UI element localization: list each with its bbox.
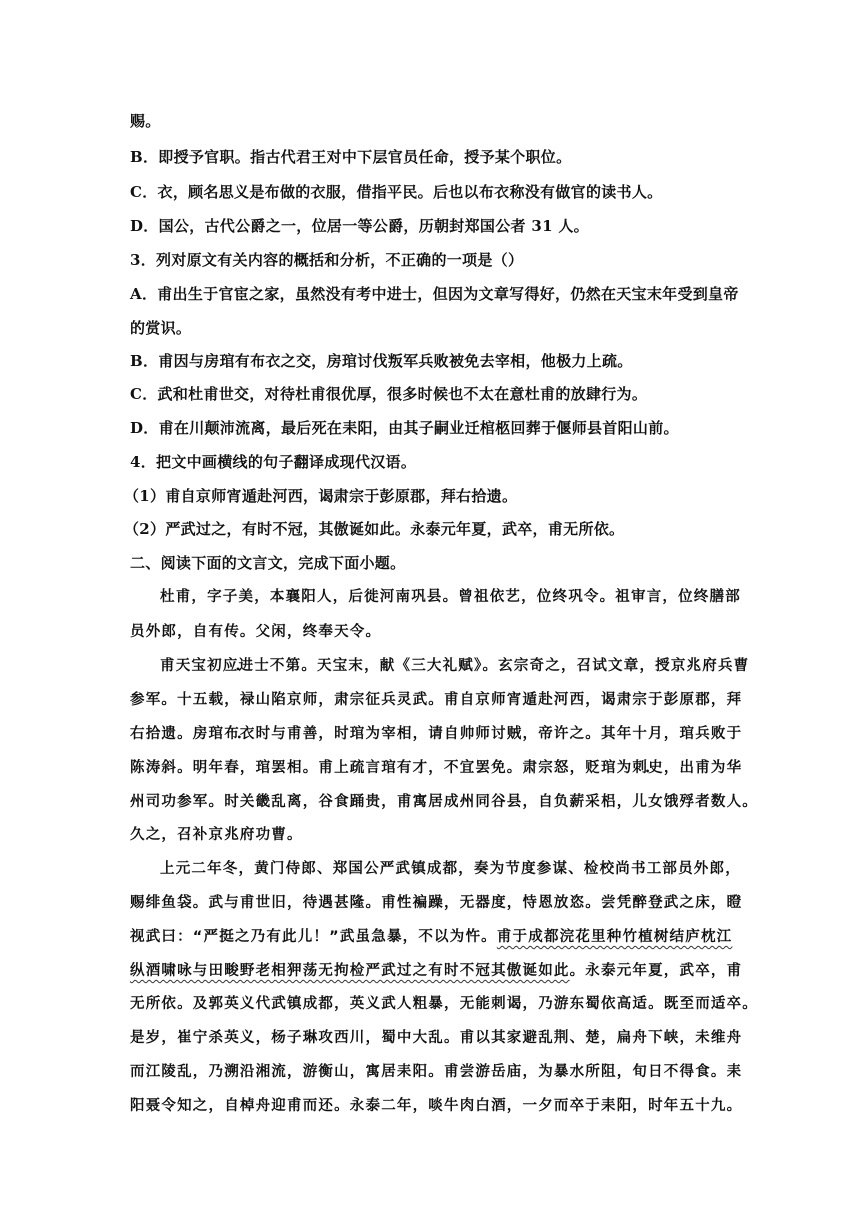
question-4: 4．把文中画横线的句子翻译成现代汉语。 bbox=[130, 453, 417, 471]
q3-option-a-line1: A．甫出生于官宦之家，虽然没有考中进士，但因为文章写得好，仍然在天宝末年受到皇帝 bbox=[130, 285, 739, 303]
dotted-emphasis: 天宝初应进士不第 • bbox=[176, 658, 302, 674]
passage-p2-line2: 参军。十五载，禄山陷京师，肃宗征兵灵武。甫自京师宵遁赴河西，谒肃宗于彭原郡，拜 bbox=[130, 692, 743, 708]
passage-p3-line2: 赐绯鱼袋。武与甫世旧，待遇甚隆。甫性褊躁，无器度，恃恩放恣。尝凭醉登武之床，瞪 bbox=[130, 895, 743, 911]
option-d: D．国公，古代公爵之一，位居一等公爵，历朝封郑国公者 31 人。 bbox=[130, 217, 589, 235]
passage-p3-line7: 而江陵乱，乃溯沿湘流，游衡山，寓居耒阳。甫尝游岳庙，为暴水所阻，旬日不得食。耒 bbox=[130, 1064, 743, 1080]
question-3: 3．列对原文有关内容的概括和分析，不正确的一项是（） bbox=[130, 251, 524, 269]
passage-p2-line4: 陈涛斜。明年春，琯罢相。甫上疏言琯有才，不宜罢免。肃宗怒，贬琯为刺史，出甫为华 bbox=[130, 760, 743, 776]
q4-item-1: （1）甫自京师宵遁赴河西，谒肃宗于彭原郡，拜右拾遗。 bbox=[124, 487, 518, 505]
section-2-heading: 二、阅读下面的文言文，完成下面小题。 bbox=[130, 554, 406, 572]
underlined-sentence: 纵酒啸咏与田畯野老相狎荡无拘检严武过之有时不冠其傲诞如此 bbox=[130, 963, 570, 979]
passage-p3-line6: 是岁，崔宁杀英义，杨子琳攻西川，蜀中大乱。甫以其家避乱荆、楚，扁舟下峡，未维舟 bbox=[130, 1030, 743, 1046]
dotted-emphasis: 刺史 bbox=[632, 760, 664, 776]
passage-p1-line2: 员外郎，自有传。父闲，终奉天令。 bbox=[130, 624, 382, 640]
passage-p3-line3: 视武曰：“严挺之乃有此儿！”武虽急暴，不以为忤。甫于成都浣花里种竹植树结庐枕江 bbox=[130, 929, 733, 945]
q2-tail: 赐。 bbox=[130, 112, 161, 130]
dotted-emphasis: 布衣 bbox=[224, 726, 256, 742]
passage-p3-line8: 阳聂令知之，自棹舟迎甫而还。永泰二年，啖牛肉白酒，一夕而卒于耒阳，时年五十九。 bbox=[130, 1098, 743, 1114]
q3-option-b: B．甫因与房琯有布衣之交，房琯讨伐叛军兵败被免去宰相，他极力上疏。 bbox=[130, 352, 633, 370]
underlined-sentence: 甫于成都浣花里种竹植树结庐枕江 bbox=[496, 929, 733, 945]
passage-p3-line4: 纵酒啸咏与田畯野老相狎荡无拘检严武过之有时不冠其傲诞如此。永泰元年夏，武卒，甫 bbox=[130, 963, 743, 979]
passage-p3-line5: 无所依。及郭英义代武镇成都，英义武人粗暴，无能刺谒，乃游东蜀依高适。既至而适卒。 bbox=[130, 996, 758, 1012]
passage-p2-line3: 右拾遗。房琯布衣时与甫善，时琯为宰相，请自帅师讨贼，帝许之。其年十月，琯兵败于 bbox=[130, 726, 743, 742]
q4-item-2: （2）严武过之，有时不冠，其傲诞如此。永泰元年夏，武卒，甫无所依。 bbox=[124, 520, 625, 538]
q3-option-a-line2: 的赏识。 bbox=[130, 319, 192, 337]
option-c: C．衣，顾名思义是布做的衣服，借指平民。后也以布衣称没有做官的读书人。 bbox=[130, 183, 663, 201]
passage-p2-line1: 甫天宝初应进士不第 •。天宝末，献《三大礼赋》。玄宗奇之，召试文章，授京兆府兵曹 bbox=[160, 654, 749, 675]
passage-p2-line5: 州司功参军。时关畿乱离，谷食踊贵，甫寓居成州同谷县，自负薪采梠，儿女饿殍者数人。 bbox=[130, 794, 758, 810]
q3-option-c: C．武和杜甫世交，对待杜甫很优厚，很多时候也不太在意杜甫的放肆行为。 bbox=[130, 385, 648, 403]
passage-p3-line1: 上元二年冬，黄门侍郎、郑国公严武镇成都，奏为节度参谋、检校尚书工部员外郎， bbox=[160, 861, 741, 877]
q3-option-d: D．甫在川颠沛流离，最后死在耒阳，由其子嗣业迁棺柩回葬于偃师县首阳山前。 bbox=[130, 419, 679, 437]
passage-p1-line1: 杜甫，字子美，本襄阳人，后徙河南巩县。曾祖依艺，位终巩令。祖审言，位终膳部 bbox=[160, 589, 741, 605]
passage-p2-line6: 久之，召补京兆府功曹。 bbox=[130, 827, 303, 843]
option-b: B．即授予官职。指古代君王对中下层官员任命，授予某个职位。 bbox=[130, 148, 572, 166]
